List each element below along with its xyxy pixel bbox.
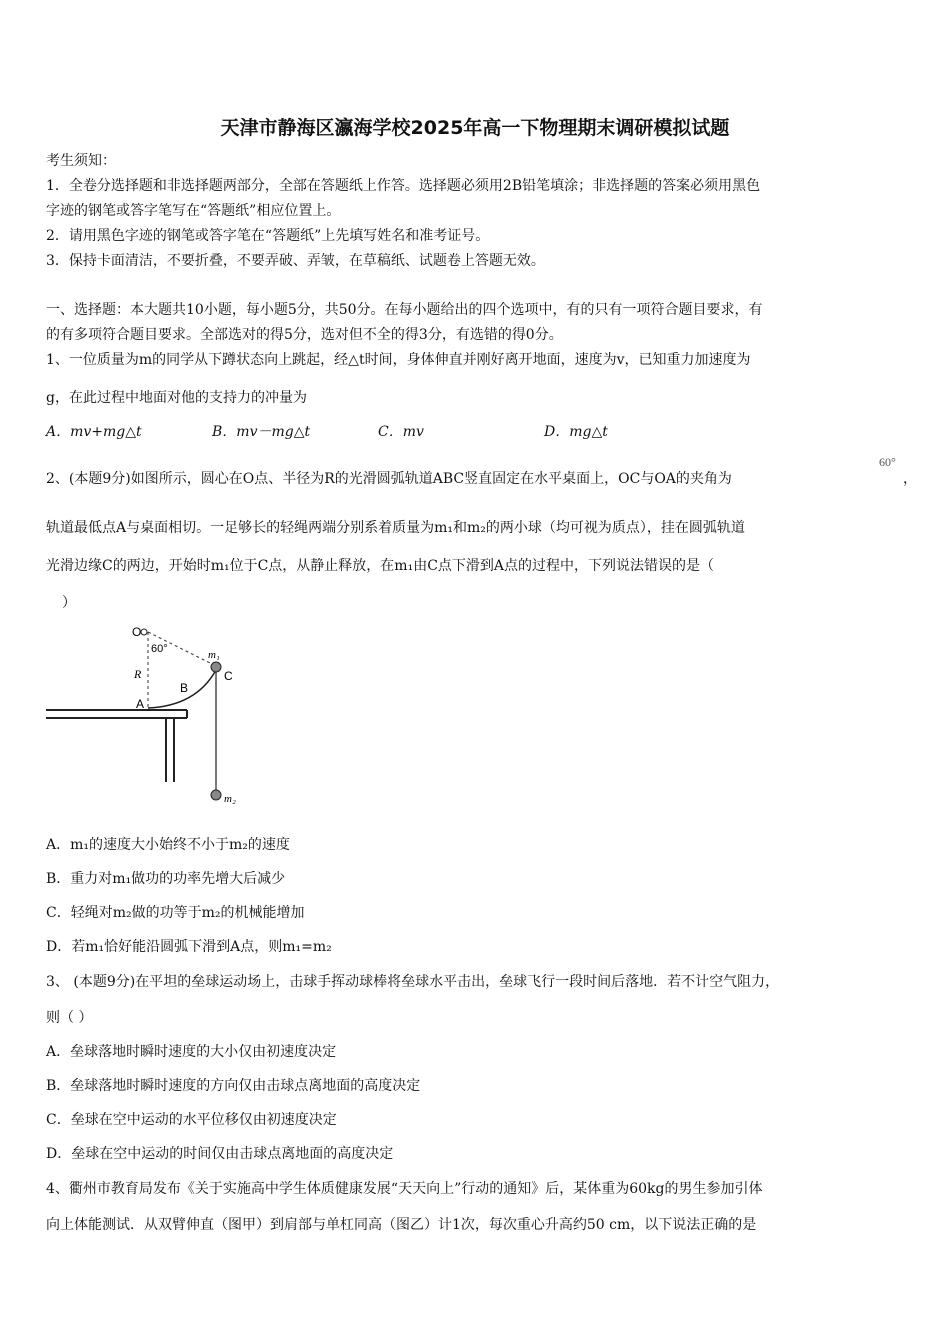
label-m2: m₂ xyxy=(224,793,236,805)
q2-option-b[interactable]: B．重力对m₁做功的功率先增大后减少 xyxy=(46,871,286,887)
q3-stem-cont: 则（ ） xyxy=(46,1010,93,1026)
point-o xyxy=(141,629,147,635)
section-intro: 一、选择题：本大题共10小题，每小题5分，共50分。在每小题给出的四个选项中，有的只有一项符合题目要求，有 xyxy=(46,302,763,318)
page-title: 天津市静海区瀛海学校2025年高一下物理期末调研模拟试题 xyxy=(220,117,730,139)
q2-stem-cont-1: 轨道最低点A与桌面相切。一足够长的轻绳两端分别系着质量为m₁和m₂的两小球（均可视为质点），挂在圆弧轨道 xyxy=(46,520,745,536)
q3-option-d[interactable]: D．垒球在空中运动的时间仅由击球点离地面的高度决定 xyxy=(46,1146,394,1162)
ball-m2 xyxy=(211,790,221,800)
q2-stem-comma: ， xyxy=(903,471,917,487)
q1-option-c[interactable]: C．mv xyxy=(378,424,424,440)
q1-stem-cont: g，在此过程中地面对他的支持力的冲量为 xyxy=(46,390,307,406)
q3-stem: 3、 (本题9分)在平坦的垒球运动场上，击球手挥动球棒将垒球水平击出，垒球飞行一段时间后落地．若不计空气阻力， xyxy=(46,974,780,990)
notice-item-3: 3．保持卡面清洁，不要折叠，不要弄破、弄皱，在草稿纸、试题卷上答题无效。 xyxy=(46,253,545,269)
notice-item-1-cont: 字迹的钢笔或答字笔写在“答题纸”相应位置上。 xyxy=(46,203,341,219)
q3-option-a[interactable]: A．垒球落地时瞬时速度的大小仅由初速度决定 xyxy=(46,1044,337,1060)
label-a: A xyxy=(136,697,145,711)
q1-option-b[interactable]: B．mv－mg△t xyxy=(212,424,311,440)
label-m1: m₁ xyxy=(208,649,220,661)
label-angle: 60° xyxy=(151,643,168,655)
label-b: B xyxy=(180,681,189,695)
q2-stem-cont-2: 光滑边缘C的两边，开始时m₁位于C点，从静止释放，在m₁由C点下滑到A点的过程中，下列说法错误的是（ xyxy=(46,558,715,574)
notice-item-1: 1．全卷分选择题和非选择题两部分，全部在答题纸上作答。选择题必须用2B铅笔填涂；非选择题的答案必须用黑色 xyxy=(46,178,761,194)
q3-option-c[interactable]: C．垒球在空中运动的水平位移仅由初速度决定 xyxy=(46,1112,337,1128)
q2-stem-paren: ） xyxy=(62,595,76,611)
q3-option-b[interactable]: B．垒球落地时瞬时速度的方向仅由击球点离地面的高度决定 xyxy=(46,1078,421,1094)
q1-option-d[interactable]: D．mg△t xyxy=(544,424,608,440)
label-c: C xyxy=(224,669,233,683)
q1-options xyxy=(46,422,608,442)
section-intro-cont: 的有多项符合题目要求。全部选对的得5分，选对但不全的得3分，有选错的得0分。 xyxy=(46,327,563,343)
label-o: O xyxy=(132,625,142,639)
q2-figure xyxy=(46,622,256,810)
q1-option-a[interactable]: A．mv+mg△t xyxy=(46,424,142,440)
q2-option-c[interactable]: C．轻绳对m₂做的功等于m₂的机械能增加 xyxy=(46,905,305,921)
q4-stem: 4、衢州市教育局发布《关于实施高中学生体质健康发展“天天向上”行动的通知》后，某体重为60kg的男生参加引体 xyxy=(46,1181,763,1197)
label-r: R xyxy=(134,667,142,681)
q2-option-a[interactable]: A．m₁的速度大小始终不小于m₂的速度 xyxy=(46,837,290,853)
q4-stem-cont: 向上体能测试．从双臂伸直（图甲）到肩部与单杠同高（图乙）计1次，每次重心升高约50 cm，以下说法正确的是 xyxy=(46,1217,757,1233)
q1-stem: 1、一位质量为m的同学从下蹲状态向上跳起，经△t时间，身体伸直并刚好离开地面，速度为v，已知重力加速度为 xyxy=(46,352,751,368)
angle-image-text: 60° xyxy=(879,455,896,469)
notice-heading: 考生须知： xyxy=(46,153,116,169)
notice-item-2: 2．请用黑色字迹的钢笔或答字笔在“答题纸”上先填写姓名和准考证号。 xyxy=(46,228,490,244)
q2-stem: 2、(本题9分)如图所示，圆心在O点、半径为R的光滑圆弧轨道ABC竖直固定在水平桌面上，OC与OA的夹角为 xyxy=(46,471,732,487)
ball-m1 xyxy=(211,662,221,672)
q2-option-d[interactable]: D．若m₁恰好能沿圆弧下滑到A点，则m₁=m₂ xyxy=(46,939,332,955)
